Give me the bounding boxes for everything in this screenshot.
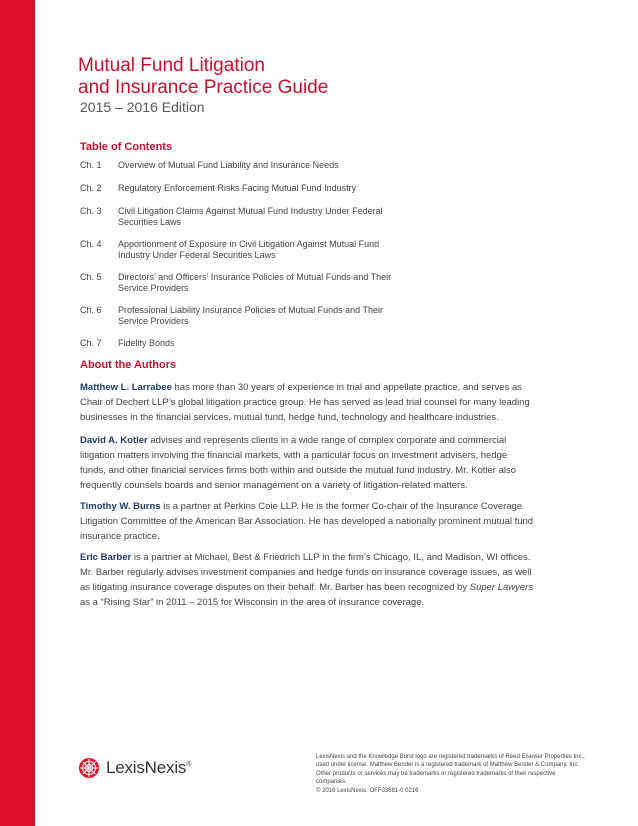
toc-chapter-title: Directors’ and Officers’ Insurance Policies of Mutual Funds and Their Service Providers <box>118 272 392 293</box>
author-bio-text: is a partner at Perkins Coie LLP. He is the former Co-chair of the Insurance Coverage Litigation Committee of the American Bar Association. He has developed a nationally prominent mutual fund insurance practice. <box>80 501 534 542</box>
document-title <box>78 55 328 99</box>
title-line-1: Mutual Fund Litigation <box>78 55 265 76</box>
author-bio-text: advises and represents clients in a wide range of complex corporate and commercial litigation matters involving the financial markets, with a particular focus on investment advisers, hedge funds, and other financial services firms both within and outside the mutual fund industry. Mr. Kotler also frequently counsels boards and senior management on a variety of litigation-related matters. <box>80 435 516 491</box>
author-bio <box>80 433 535 493</box>
lexisnexis-logo <box>78 757 191 779</box>
legal-notice <box>316 753 586 795</box>
toc-chapter-number: Ch. 3 <box>80 206 102 216</box>
knowledge-burst-icon <box>78 757 100 779</box>
author-bio-text: is a partner at Michael, Best & Friedrich LLP in the firm’s Chicago, IL, and Madison, WI offices. Mr. Barber regularly advises investment companies and hedge funds on insurance coverage issues, as well as litigating insurance coverage disputes on their behalf. Mr. Barber has been recognized by <box>80 552 532 593</box>
toc-item <box>80 272 410 294</box>
toc-chapter-title: Fidelity Bonds <box>118 338 175 348</box>
author-name: Timothy W. Burns <box>80 501 161 512</box>
author-name: Eric Barber <box>80 552 132 563</box>
publication-name: Super Lawyers <box>469 582 534 593</box>
author-name: David A. Kotler <box>80 435 148 446</box>
toc-heading: Table of Contents <box>80 141 173 153</box>
author-bio <box>80 380 535 425</box>
logo-wordmark: LexisNexis® <box>106 758 192 777</box>
toc-item <box>80 305 410 327</box>
toc-chapter-number: Ch. 7 <box>80 338 102 348</box>
copyright-line: © 2016 LexisNexis. OFF03681-0 0216 <box>316 787 419 794</box>
toc-item <box>80 239 410 261</box>
toc-chapter-number: Ch. 1 <box>80 160 102 170</box>
toc-chapter-title: Apportionment of Exposure in Civil Litigation Against Mutual Fund Industry Under Federal Securities Laws <box>118 239 380 260</box>
toc-chapter-number: Ch. 5 <box>80 272 102 282</box>
toc-item <box>80 206 410 228</box>
author-bio <box>80 550 535 610</box>
red-side-bar <box>0 0 35 826</box>
author-bio-text: as a “Rising Star” in 2011 – 2015 for Wisconsin in the area of insurance coverage. <box>80 597 425 608</box>
toc-item <box>80 160 410 171</box>
toc-chapter-title: Regulatory Enforcement Risks Facing Mutual Fund Industry <box>118 183 357 193</box>
authors-section <box>80 380 535 610</box>
trademark-notice: LexisNexis and the Knowledge Burst logo are registered trademarks of Reed Elsevier Properties Inc., used under license. Matthew Bender is a registered trademark of Matthew Bender & Company, Inc. Other products or services may be trademarks or registered trademarks of their respective companies. <box>316 754 585 786</box>
authors-heading: About the Authors <box>80 359 177 371</box>
toc-item <box>80 183 410 194</box>
toc-item <box>80 338 410 349</box>
toc-chapter-title: Professional Liability Insurance Policies of Mutual Funds and Their Service Providers <box>118 305 383 326</box>
author-bio-text: has more than 30 years of experience in trial and appellate practice, and serves as Chair of Dechert LLP’s global litigation practice group. He has served as lead trial counsel for many leading businesses in the financial services, mutual fund, hedge fund, technology and healthcare industries. <box>80 382 530 423</box>
author-name: Matthew L. Larrabee <box>80 382 172 393</box>
toc-chapter-number: Ch. 2 <box>80 183 102 193</box>
author-bio <box>80 499 535 544</box>
toc-chapter-title: Civil Litigation Claims Against Mutual Fund Industry Under Federal Securities Laws <box>118 206 383 227</box>
toc-chapter-number: Ch. 4 <box>80 239 102 249</box>
table-of-contents <box>80 160 410 349</box>
edition-label: 2015 – 2016 Edition <box>80 99 205 115</box>
toc-chapter-number: Ch. 6 <box>80 305 102 315</box>
toc-chapter-title: Overview of Mutual Fund Liability and Insurance Needs <box>118 160 339 170</box>
title-line-2: and Insurance Practice Guide <box>78 77 329 98</box>
